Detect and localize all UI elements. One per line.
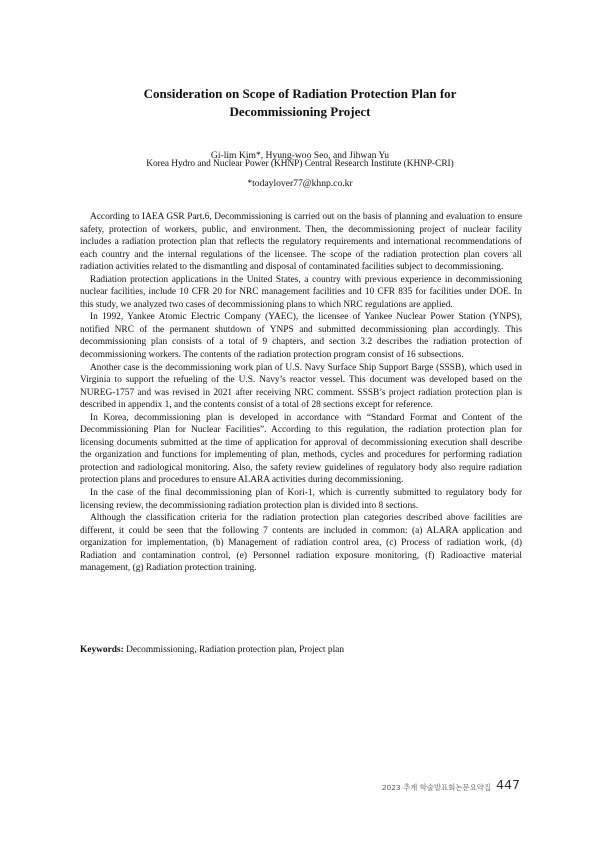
title-line-1: Consideration on Scope of Radiation Protection Plan for (143, 86, 457, 101)
page-footer (380, 777, 520, 797)
proceedings-title: 2023 추계 학술발표회논문요약집 (381, 783, 491, 792)
abstract-body (80, 211, 522, 575)
paragraph: In 1992, Yankee Atomic Electric Company (YAEC), the licensee of Yankee Nuclear Power Station (YNPS), notified NRC of the permanent shutdown of YNPS and submitted decommissioning plan accordingly. This decommissioning plan consists of a total of 9 chapters, and section 3.2 describes the radiation protection of decommissioning workers. The contents of the radiation protection program consist of 16 subsections. (80, 312, 522, 361)
paragraph: Another case is the decommissioning work plan of U.S. Navy Surface Ship Support Barge (SSSB), which used in Virginia to support the refueling of the U.S. Navy’s reactor vessel. This document was developed based on the NUREG-1757 and was revised in 2021 after receiving NRC comment. SSSB’s project radiation protection plan is described in appendix 1, and the contents consist of a total of 28 sections except for reference. (80, 362, 522, 411)
corresponding-email: *todaylover77@khnp.co.kr (247, 178, 353, 189)
paragraph: In Korea, decommissioning plan is developed in accordance with “Standard Format and Content of the Decommissioning Plan for Nuclear Facilities”. According to this regulation, the radiation protection plan for licensing documents submitted at the time of application for approval of decommissioning execution shall describe the organization and functions for implementing of plan, methods, cycles and procedures for performing radiation protection and radiological monitoring. Also, the safety review guidelines of regulatory body also require radiation protection plans and procedures to ensure ALARA activities during decommissioning. (80, 412, 522, 486)
paragraph: Although the classification criteria for the radiation protection plan categories described above facilities are different, it could be seen that the following 7 contents are included in common: (a) ALARA application and organization for implementation, (b) Management of radiation control area, (c) Process of radiation work, (d) Radiation and contamination control, (e) Personnel radiation exposure monitoring, (f) Radioactive material management, (g) Radiation protection training. (80, 513, 522, 574)
keywords-label: Keywords: (80, 645, 124, 655)
paragraph: According to IAEA GSR Part.6, Decommissioning is carried out on the basis of planning and evaluation to ensure safety, protection of workers, public, and environment. Then, the decommissioning project of nuclear facility includes a radiation protection plan that reflects the regulatory requirements and international recommendations of each country and the internal regulations of the licensee. The scope of the radiation protection plan covers all radiation activities related to the dismantling and disposal of contaminated facilities subject to decommissioning. (80, 212, 522, 273)
keywords (80, 644, 522, 657)
paragraph: In the case of the final decommissioning plan of Kori-1, which is currently submitted to regulatory body for licensing review, the decommissioning radiation protection plan is divided into 8 sections. (80, 488, 522, 511)
authors: Gi-lim Kim*, Hyung-woo Seo, and Jihwan Yu (210, 150, 390, 161)
title-line-2: Decommissioning Project (229, 104, 371, 119)
affiliation: Korea Hydro and Nuclear Power (KHNP) Central Research Institute (KHNP-CRI) (146, 159, 454, 169)
paragraph: Radiation protection applications in the United States, a country with previous experience in decommissioning nuclear facilities, include 10 CFR 20 for NRC management facilities and 10 CFR 835 for facilities under DOE. In this study, we analyzed two cases of decommissioning plans to which NRC regulations are applied. (80, 274, 522, 310)
keywords-text: Decommissioning, Radiation protection plan, Project plan (123, 645, 345, 655)
page-number: 447 (496, 777, 520, 792)
paper-title (60, 85, 540, 121)
